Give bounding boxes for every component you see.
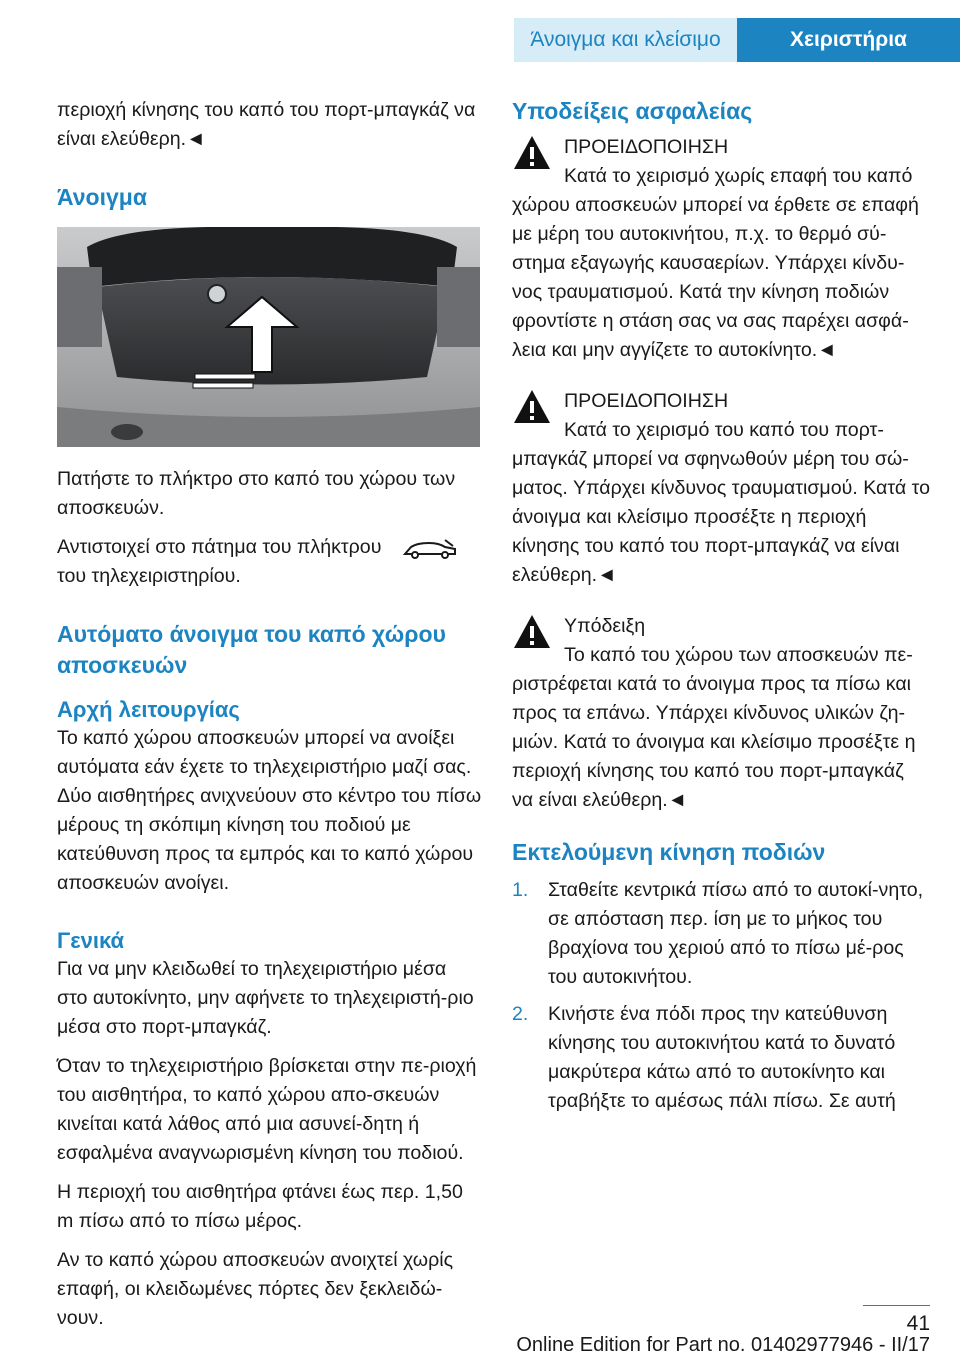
warning-icon <box>512 133 552 173</box>
notice-text: ριστρέφεται κατά το άνοιγμα προς τα πίσω και προς τα επάνω. Υπάρχει κίνδυνος υλικών ζη-μιών. Κατά το άνοιγμα και κλείσιμο προσέξτε η περιοχή κίνησης του καπό του πορτ-μπαγκάζ να είναι ελεύθερη.◄ <box>512 673 916 811</box>
notice-first-line: Το καπό του χώρου των αποσκευών πε- <box>564 644 913 666</box>
notice-label: Υπόδειξη <box>564 615 646 637</box>
page-number: 41 <box>906 1312 930 1335</box>
remote-text-b: του τηλεχειριστηρίου. <box>57 565 241 587</box>
warning-first-line: Κατά το χειρισμό του καπό του πορτ- <box>564 419 884 441</box>
remote-text-a: Αντιστοιχεί στο πάτημα του πλήκτρου <box>57 536 382 558</box>
steps-list <box>512 876 930 1116</box>
warning-label: ΠΡΟΕΙΔΟΠΟΙΗΣΗ <box>564 136 729 158</box>
general-title: Γενικά <box>57 928 125 953</box>
step-text: Κινήστε ένα πόδι προς την κατεύθυνση κίνησης του αυτοκινήτου κατά το δυνατό μακρύτερα κάτω από το αυτοκίνητο και τραβήξτε το αμέσως πάλι πίσω. Σε αυτή <box>548 1003 896 1112</box>
list-item <box>512 1000 930 1116</box>
principle-text: Το καπό χώρου αποσκευών μπορεί να ανοίξει αυτόματα εάν έχετε το τηλεχειριστήριο μαζί σας. Δύο αισθητήρες ανιχνεύουν στο κέντρο του πίσω μέρους τη σκόπιμη κίνηση του ποδιού με κατεύθυνση προς τα εμπρός και το καπό χώρου αποσκευών ανοίγει. <box>57 727 482 894</box>
press-button-text: Πατήστε το πλήκτρο στο καπό του χώρου των αποσκευών. <box>57 468 456 519</box>
warning-text: χώρου αποσκευών μπορεί να έρθετε σε επαφή με μέρη του αυτοκινήτου, π.χ. το θερμό σύ-στημα εξαγωγής καυσαερίων. Υπάρχει κίνδυ-νος τραυματισμού. Κατά την κίνηση ποδιών φροντίστε η στάση σας να σας παρέχει ασφά-λεια και μην αγγίζετε το αυτοκίνητο.◄ <box>512 194 919 361</box>
warning-block-1 <box>512 133 930 365</box>
general-text-1: Για να μην κλειδωθεί το τηλεχειριστήριο μέσα στο αυτοκίνητο, μην αφήνετε το τηλεχειριστή-ριο μέσα στο πορτ-μπαγκάζ. <box>57 958 474 1038</box>
trunk-photo <box>57 227 480 447</box>
safety-title: Υποδείξεις ασφαλείας <box>512 98 753 124</box>
warning-text: μπαγκάζ μπορεί να σφηνωθούν μέρη του σώ-ματος. Υπάρχει κίνδυνος τραυματισμού. Κατά το άνοιγμα και κλείσιμο προσέξτε η περιοχή κίνησης του καπό του πορτ-μπαγκάζ να είναι ελεύθερη.◄ <box>512 448 930 586</box>
car-trunk-icon <box>401 536 459 560</box>
chapter-tab[interactable]: Χειριστήρια <box>737 18 960 62</box>
principle-title: Αρχή λειτουργίας <box>57 697 240 722</box>
foot-movement-title: Εκτελούμενη κίνηση ποδιών <box>512 839 826 865</box>
warning-label: ΠΡΟΕΙΔΟΠΟΙΗΣΗ <box>564 390 729 412</box>
general-text-2: Όταν το τηλεχειριστήριο βρίσκεται στην πε-ριοχή του αισθητήρα, το καπό χώρου απο-σκευών κινείται κατά λάθος από μια ασυνεί-δητη ή εσφαλμένα αναγνωρισμένη κίνηση του ποδιού. <box>57 1055 477 1164</box>
general-text-4: Αν το καπό χώρου αποσκευών ανοιχτεί χωρίς επαφή, οι κλειδωμένες πόρτες δεν ξεκλειδώ-νουν. <box>57 1249 454 1329</box>
notice-block <box>512 612 930 815</box>
warning-icon <box>512 387 552 427</box>
header-tabs <box>514 18 960 62</box>
general-text-3: Η περιοχή του αισθητήρα φτάνει έως περ. 1,50 m πίσω από το πίσω μέρος. <box>57 1181 463 1232</box>
list-item <box>512 876 930 992</box>
left-column <box>57 96 482 1343</box>
remote-text <box>57 533 482 591</box>
step-text: Σταθείτε κεντρικά πίσω από το αυτοκί-νητο, σε απόσταση περ. ίση με το μήκος του βραχίονα του χεριού από το πίσω μέ-ρος του αυτοκινήτου. <box>548 879 924 988</box>
auto-open-title: Αυτόματο άνοιγμα του καπό χώρου αποσκευών <box>57 621 446 678</box>
section-tab[interactable]: Άνοιγμα και κλείσιμο <box>514 18 737 62</box>
footer-divider <box>863 1305 930 1306</box>
step-number: 1. <box>512 879 529 901</box>
right-column <box>512 96 930 1124</box>
step-number: 2. <box>512 1003 529 1025</box>
opening-title: Άνοιγμα <box>57 184 147 210</box>
warning-icon <box>512 612 552 652</box>
warning-first-line: Κατά το χειρισμό χωρίς επαφή του καπό <box>564 165 913 187</box>
intro-text: περιοχή κίνησης του καπό του πορτ-μπαγκάζ να είναι ελεύθερη.◄ <box>57 99 476 150</box>
warning-block-2 <box>512 387 930 590</box>
edition-text: Online Edition for Part no. 01402977946 - II/17 <box>516 1334 930 1356</box>
